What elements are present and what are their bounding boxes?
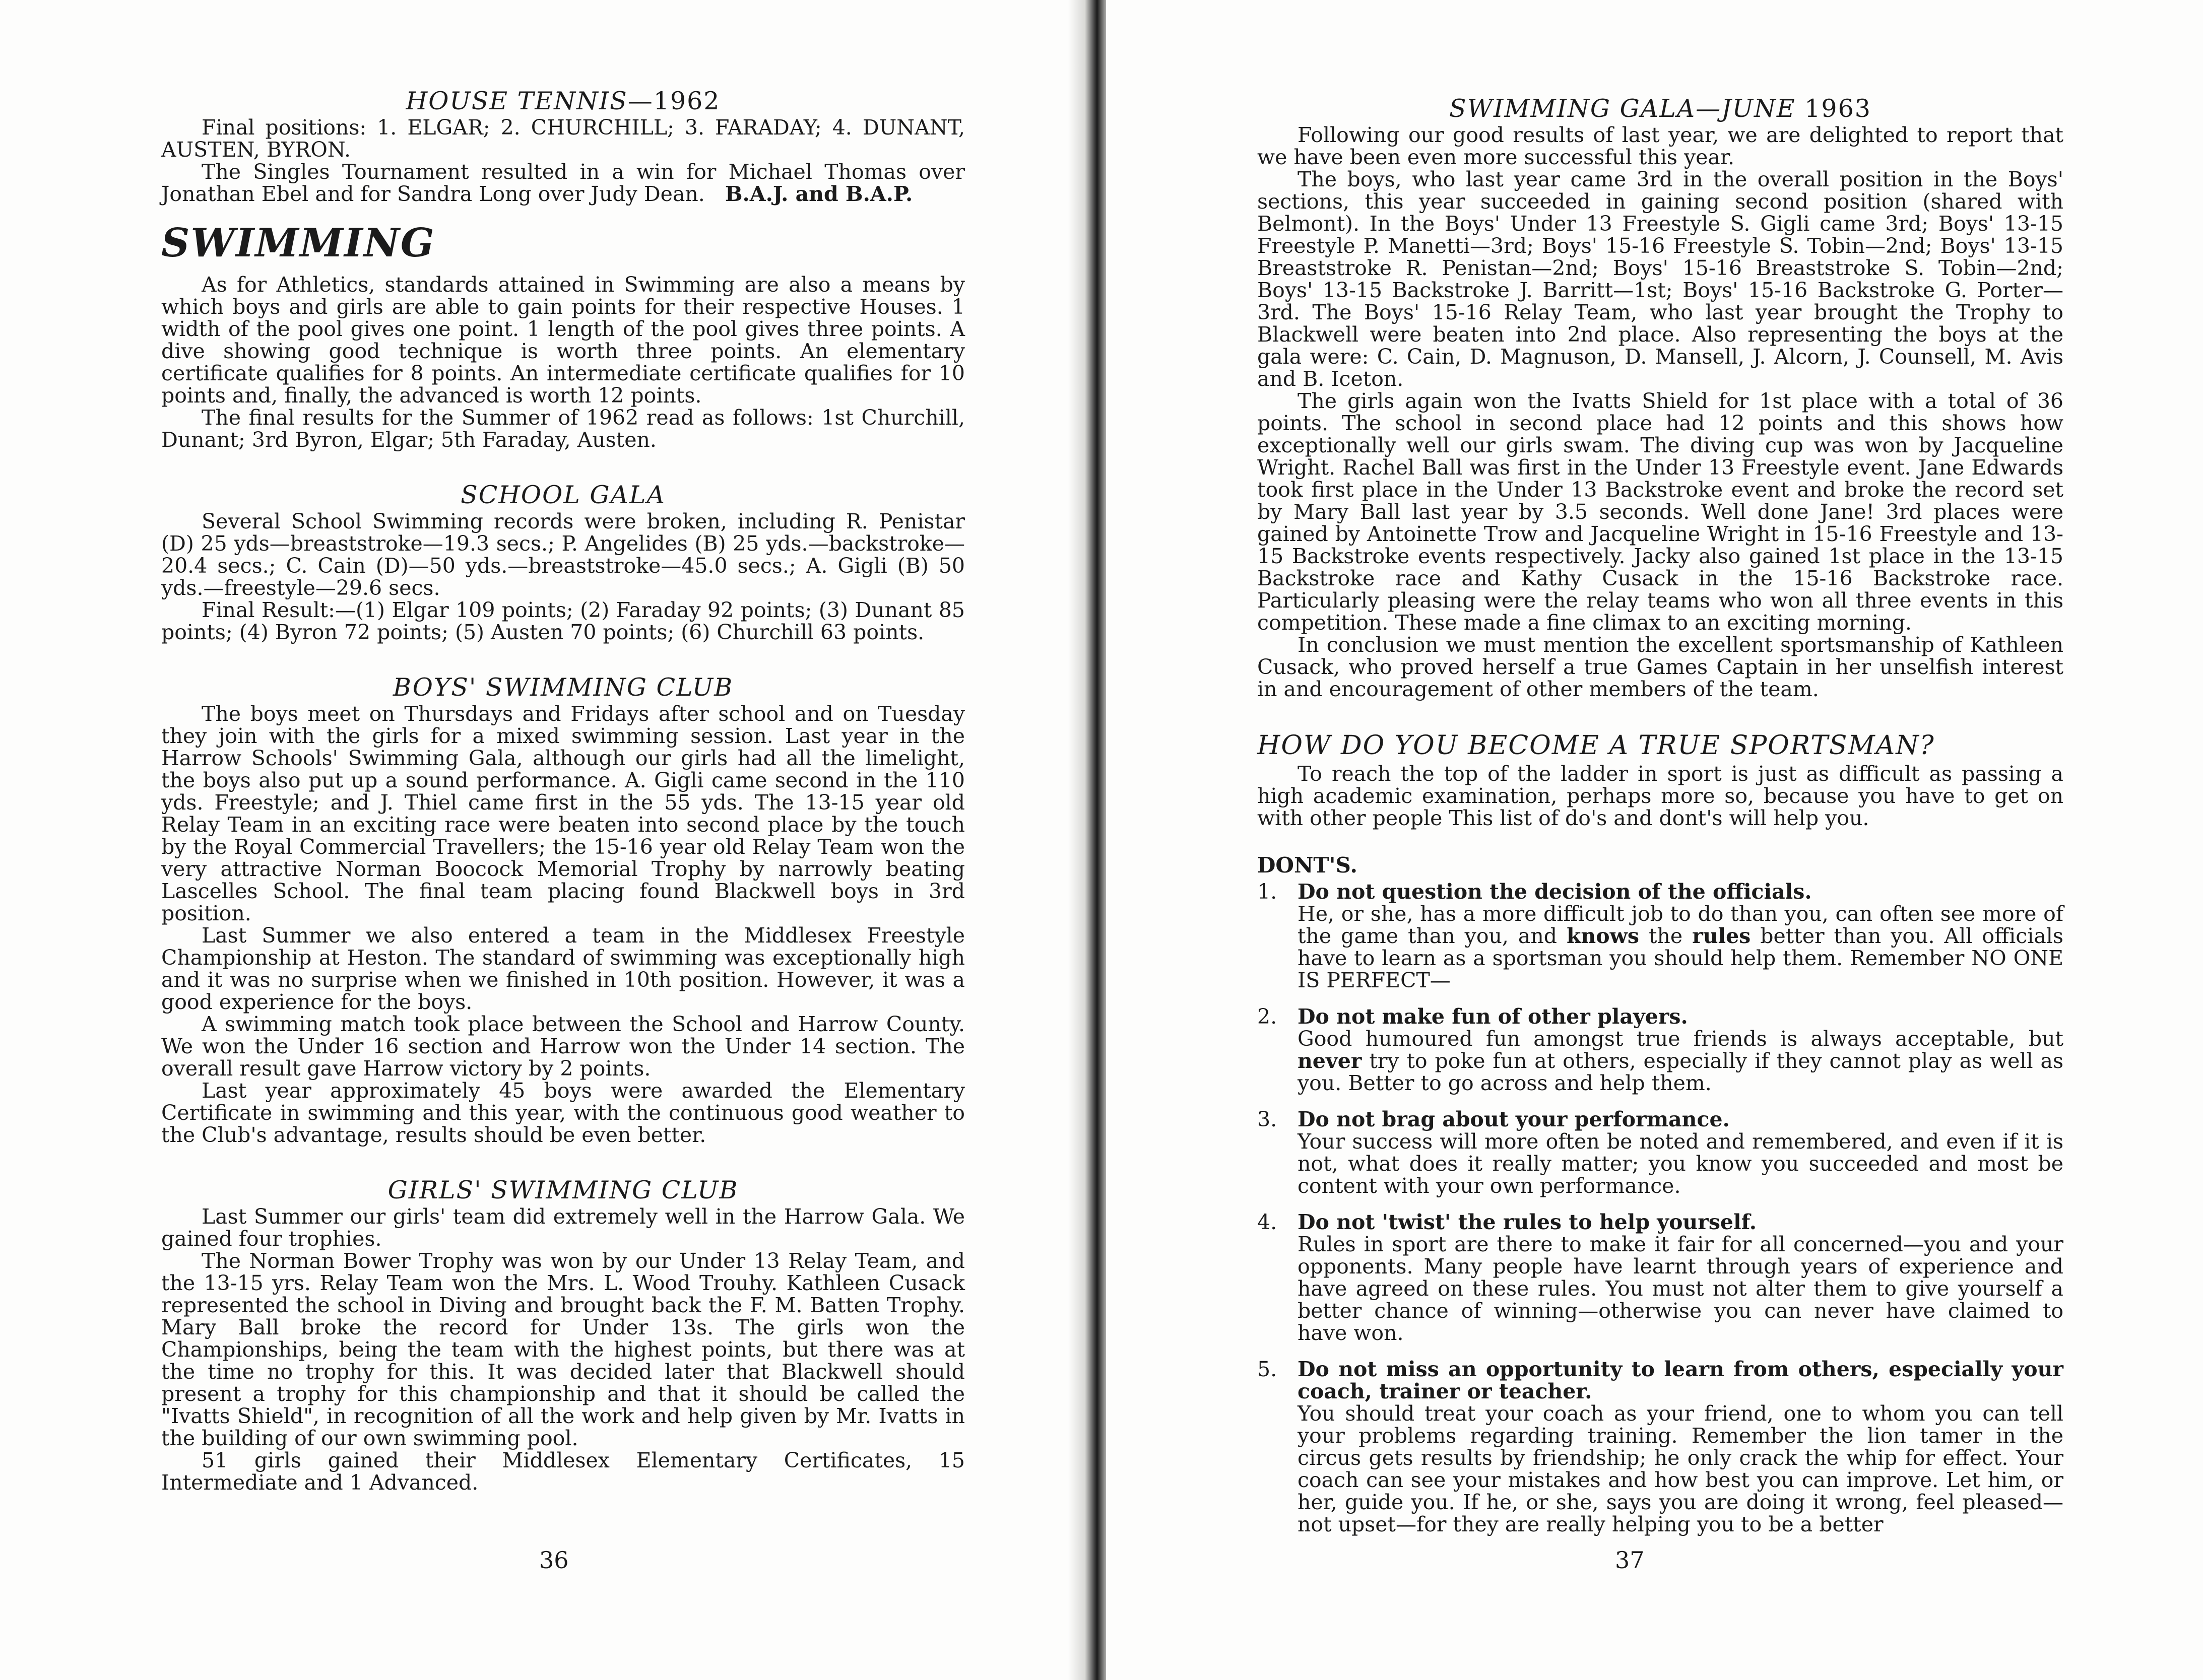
right-column <box>1257 96 2063 1550</box>
item-number: 1. <box>1257 880 1277 904</box>
school-gala-title: SCHOOL GALA <box>461 481 666 509</box>
girls-club-paragraph: 51 girls gained their Middlesex Elementary Certificates, 15 Intermediate and 1 Advanced. <box>161 1448 965 1495</box>
left-column <box>161 88 965 1494</box>
gala-paragraph: The girls again won the Ivatts Shield for 1st place with a total of 36 points. The school in second place had 12 points and this shows how exceptionally well our girls swam. The diving cup was won by Jacqueline Wright. Rachel Ball was first in the Under 13 Freestyle event. Jane Edwards took first place in the Under 13 Backstroke event and broke the record set by Mary Ball last year by 3.5 seconds. Well done Jane! 3rd places were gained by Antoinette Trow and Jacqueline Wright in 15-16 Freestyle and 13-15 Backstroke events respectively. Jacky also gained 1st place in the 13-15 Backstroke race and Kathy Cusack in the 15-16 Backstroke race. Particularly pleasing were the relay teams who won all three events in this competition. These made a fine climax to an exciting morning. <box>1257 389 2063 635</box>
page-37 <box>1106 0 2203 1680</box>
boys-club-paragraph: A swimming match took place between the School and Harrow County. We won the Under 16 section and Harrow won the Under 14 section. The overall result gave Harrow victory by 2 points. <box>161 1012 965 1081</box>
school-gala-paragraph: Several School Swimming records were broken, including R. Penistar (D) 25 yds—breaststroke—19.3 secs.; P. Angelides (B) 25 yds.—backstroke—20.4 secs.; C. Cain (D)—50 yds.—breaststroke—45.0 secs.; A. Gigli (B) 50 yds.—freestyle—29.6 secs. <box>161 509 965 600</box>
boys-club-paragraph: Last Summer we also entered a team in the Middlesex Freestyle Championship at Heston. The standard of swimming was exceptionally high and it was no surprise when we finished in 10th position. However, it was a good experience for the boys. <box>161 923 965 1014</box>
sportsman-title: HOW DO YOU BECOME A TRUE SPORTSMAN? <box>1257 730 1935 761</box>
item-text: Good humoured fun amongst true friends is always acceptable, but never try to poke fun at others, especially if they cannot play as well as you. Better to go across and help them. <box>1298 1027 2063 1095</box>
author-initials: B.A.J. and B.A.P. <box>725 182 913 206</box>
girls-club-title: GIRLS' SWIMMING CLUB <box>387 1176 739 1204</box>
sportsman-intro: To reach the top of the ladder in sport is just as difficult as passing a high academic examination, perhaps more so, because you have to get on with other people This list of do's and dont's will help you. <box>1257 762 2063 830</box>
boys-club-paragraph: The boys meet on Thursdays and Fridays after school and on Tuesday they join with the girls for a mixed swimming session. Last year in the Harrow Schools' Swimming Gala, although our girls had all the limelight, the boys also put up a sound performance. A. Gigli came second in the 110 yds. Freestyle; and J. Thiel came first in the 55 yds. The 13-15 year old Relay Team in an exciting race were beaten into second place by the touch by the Royal Commercial Travellers; the 15-16 year old Relay Team won the very attractive Norman Boocock Memorial Trophy by narrowly beating Lascelles School. The final team placing found Blackwell boys in 3rd position. <box>161 702 965 925</box>
house-tennis-positions: Final positions: 1. ELGAR; 2. CHURCHILL; 3. FARADAY; 4. DUNANT, AUSTEN, BYRON. <box>161 115 965 162</box>
item-text: Rules in sport are there to make it fair for all concerned—you and your opponents. Many people have learnt through years of experience and have agreed on these rules. You must not alter them to give yourself a better chance of winning—otherwise you can never have claimed to have won. <box>1298 1232 2063 1345</box>
swimming-title: SWIMMING <box>161 220 435 266</box>
dont-item <box>1257 1108 2063 1197</box>
item-heading: Do not 'twist' the rules to help yourself. <box>1298 1210 1757 1234</box>
dont-item <box>1257 1358 2063 1535</box>
swimming-paragraph: The final results for the Summer of 1962 read as follows: 1st Churchill, Dunant; 3rd Byron, Elgar; 5th Faraday, Austen. <box>161 406 965 452</box>
boys-club-paragraph: Last year approximately 45 boys were awarded the Elementary Certificate in swimming and this year, with the continuous good weather to the Club's advantage, results should be even better. <box>161 1079 965 1147</box>
dont-item <box>1257 1211 2063 1344</box>
girls-club-paragraph: Last Summer our girls' team did extremely well in the Harrow Gala. We gained four trophies. <box>161 1204 965 1251</box>
page-number: 36 <box>539 1547 569 1574</box>
dont-item <box>1257 1005 2063 1094</box>
item-heading: Do not make fun of other players. <box>1298 1004 1688 1029</box>
gala-1963-title: SWIMMING GALA—JUNE 1963 <box>1449 94 1871 123</box>
item-number: 4. <box>1257 1210 1277 1234</box>
item-number: 5. <box>1257 1357 1277 1381</box>
house-tennis-singles: The Singles Tournament resulted in a win for Michael Thomas over Jonathan Ebel and for Sandra Long over Judy Dean. B.A.J. and B.A.P. <box>161 160 965 206</box>
gala-paragraph: In conclusion we must mention the excellent sportsmanship of Kathleen Cusack, who proved herself a true Games Captain in her unselfish interest in and encouragement of other members of the team. <box>1257 633 2063 701</box>
item-text: You should treat your coach as your friend, one to whom you can tell your problems regarding training. Remember the lion tamer in the circus gets results by friendship; he only crack the whip for effect. Your coach can see your mistakes and how best you can improve. Let him, or her, guide you. If he, or she, says you are doing it wrong, feel pleased—not upset—for they are really helping you to be a better <box>1298 1401 2063 1536</box>
item-number: 3. <box>1257 1107 1277 1131</box>
swimming-paragraph: As for Athletics, standards attained in Swimming are also a means by which boys and girls are able to gain points for their respective Houses. 1 width of the pool gives one point. 1 length of the pool gives three points. A dive showing good technique is worth three points. An elementary certificate qualifies for 8 points. An intermediate certificate qualifies for 10 points and, finally, the advanced is worth 12 points. <box>161 273 965 408</box>
item-heading: Do not question the decision of the officials. <box>1298 880 1812 904</box>
item-text: Your success will more often be noted and remembered, and even if it is not, what does it really matter; you know you succeeded and most be content with your own performance. <box>1298 1129 2063 1198</box>
gala-paragraph: Following our good results of last year, we are delighted to report that we have been even more successful this year. <box>1257 123 2063 169</box>
boys-club-title: BOYS' SWIMMING CLUB <box>393 673 734 702</box>
dont-item <box>1257 881 2063 991</box>
house-tennis-title: HOUSE TENNIS—1962 <box>406 87 721 115</box>
item-heading: Do not miss an opportunity to learn from others, especially your coach, trainer or teacher. <box>1298 1357 2063 1403</box>
page-36 <box>0 0 1081 1680</box>
girls-club-paragraph: The Norman Bower Trophy was won by our Under 13 Relay Team, and the 13-15 yrs. Relay Team won the Mrs. L. Wood Trouhy. Kathleen Cusack represented the school in Diving and brought back the F. M. Batten Trophy. Mary Ball broke the record for Under 13s. The girls won the Championships, being the team with the highest points, but there was at the time no trophy for this. It was decided later that Blackwell should present a trophy for this championship and that it should be called the "Ivatts Shield", in recognition of all the work and help given by Mr. Ivatts in the building of our own swimming pool. <box>161 1249 965 1450</box>
item-number: 2. <box>1257 1004 1277 1029</box>
item-heading: Do not brag about your performance. <box>1298 1107 1730 1131</box>
gala-paragraph: The boys, who last year came 3rd in the overall position in the Boys' sections, this year succeeded in gaining second position (shared with Belmont). In the Boys' Under 13 Freestyle S. Gigli came 3rd; Boys' 13-15 Freestyle P. Manetti—3rd; Boys' 15-16 Freestyle S. Tobin—2nd; Boys' 13-15 Breaststroke R. Penistan—2nd; Boys' 15-16 Breaststroke S. Tobin—2nd; Boys' 13-15 Backstroke J. Barritt—1st; Boys' 15-16 Backstroke G. Porter—3rd. The Boys' 15-16 Relay Team, who last year brought the Trophy to Blackwell were beaten into 2nd place. Also representing the boys at the gala were: C. Cain, D. Magnuson, D. Mansell, J. Alcorn, J. Counsell, M. Avis and B. Iceton. <box>1257 167 2063 391</box>
donts-heading: DONT'S. <box>1257 853 1357 878</box>
page-number: 37 <box>1615 1547 1645 1574</box>
item-text: He, or she, has a more difficult job to do than you, can often see more of the game than you, and knows the rules better than you. All officials have to learn as a sportsman you should help them. Remember NO ONE IS PERFECT— <box>1298 902 2063 992</box>
school-gala-paragraph: Final Result:—(1) Elgar 109 points; (2) Faraday 92 points; (3) Dunant 85 points; (4) Byron 72 points; (5) Austen 70 points; (6) Churchill 63 points. <box>161 598 965 644</box>
